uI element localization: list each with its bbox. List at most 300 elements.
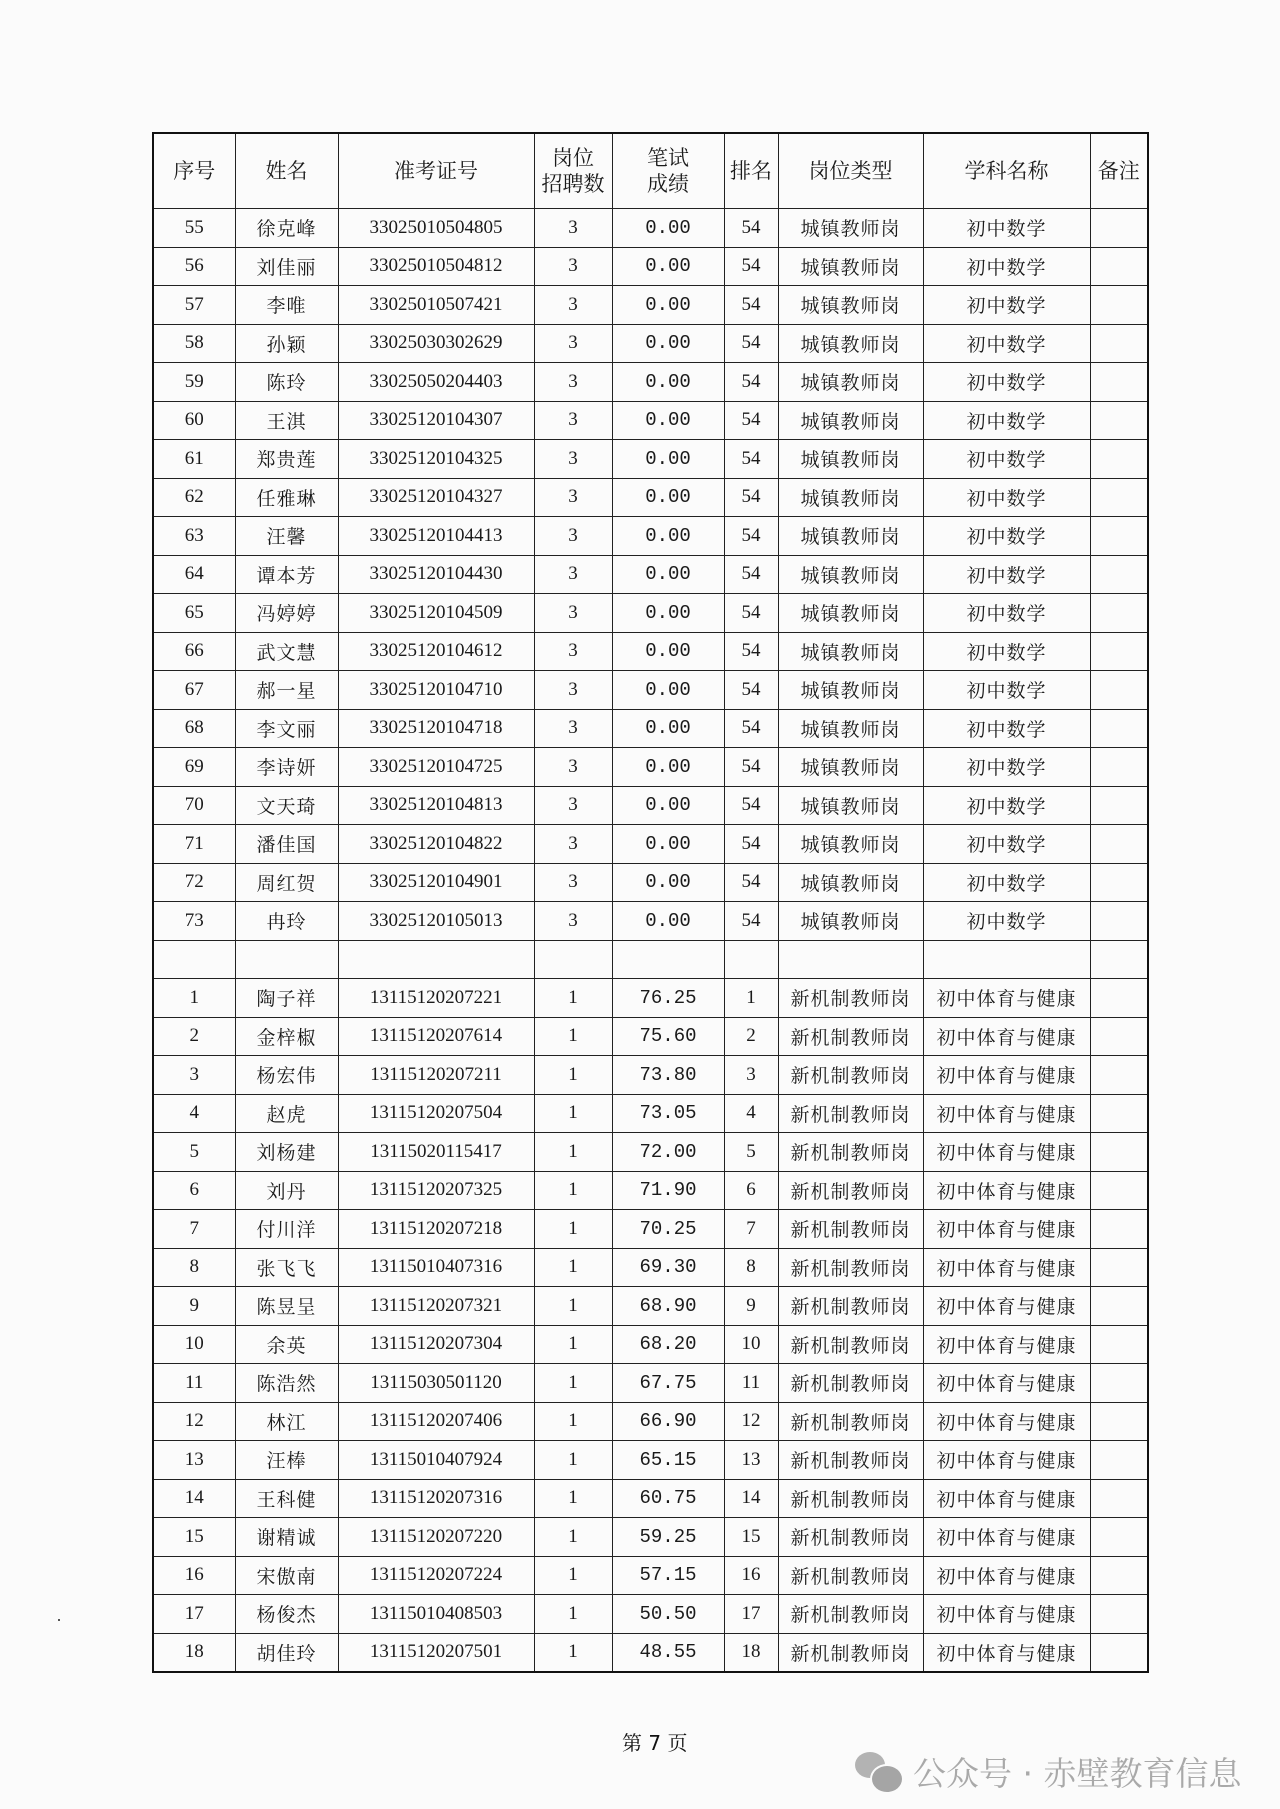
cell-remark	[1090, 1633, 1148, 1672]
cell-rank: 54	[724, 324, 778, 363]
table-row	[153, 671, 1148, 710]
cell-rank: 54	[724, 555, 778, 594]
cell-quota: 3	[534, 401, 612, 440]
cell-subject: 初中体育与健康	[923, 1441, 1090, 1480]
cell-subject: 初中体育与健康	[923, 1595, 1090, 1634]
page-number: 第 7 页	[622, 1731, 688, 1755]
cell-name: 宋傲南	[235, 1556, 338, 1595]
empty-cell	[534, 940, 612, 979]
cell-remark	[1090, 825, 1148, 864]
cell-score: 0.00	[612, 517, 724, 556]
cell-rank: 54	[724, 401, 778, 440]
cell-score: 72.00	[612, 1133, 724, 1172]
cell-subject: 初中数学	[923, 401, 1090, 440]
cell-quota: 3	[534, 363, 612, 402]
cell-rank: 13	[724, 1441, 778, 1480]
cell-exam-id: 13115120207614	[338, 1017, 534, 1056]
cell-exam-id: 33025010504805	[338, 209, 534, 248]
cell-exam-id: 13115120207211	[338, 1056, 534, 1095]
cell-subject: 初中体育与健康	[923, 1171, 1090, 1210]
cell-rank: 54	[724, 440, 778, 479]
cell-exam-id: 13115120207406	[338, 1402, 534, 1441]
results-table	[152, 132, 1149, 1673]
cell-rank: 12	[724, 1402, 778, 1441]
cell-subject: 初中体育与健康	[923, 1248, 1090, 1287]
cell-remark	[1090, 1171, 1148, 1210]
cell-exam-id: 33025120104307	[338, 401, 534, 440]
cell-subject: 初中体育与健康	[923, 1633, 1090, 1672]
cell-seq: 9	[153, 1287, 235, 1326]
cell-name: 任雅琳	[235, 478, 338, 517]
empty-cell	[778, 940, 923, 979]
cell-exam-id: 13115010407924	[338, 1441, 534, 1480]
cell-exam-id: 33025050204403	[338, 363, 534, 402]
table-row	[153, 1633, 1148, 1672]
cell-quota: 3	[534, 594, 612, 633]
cell-exam-id: 33025120104822	[338, 825, 534, 864]
table-row	[153, 247, 1148, 286]
cell-score: 0.00	[612, 401, 724, 440]
cell-score: 0.00	[612, 209, 724, 248]
cell-seq: 60	[153, 401, 235, 440]
cell-score: 71.90	[612, 1171, 724, 1210]
cell-rank: 16	[724, 1556, 778, 1595]
cell-post-type: 新机制教师岗	[778, 1633, 923, 1672]
cell-quota: 1	[534, 1479, 612, 1518]
cell-exam-id: 33025120105013	[338, 902, 534, 941]
cell-remark	[1090, 979, 1148, 1018]
cell-score: 68.20	[612, 1325, 724, 1364]
cell-rank: 54	[724, 247, 778, 286]
cell-name: 李唯	[235, 286, 338, 325]
cell-remark	[1090, 247, 1148, 286]
header-score-line1: 笔试	[647, 146, 689, 170]
cell-subject: 初中体育与健康	[923, 1479, 1090, 1518]
cell-exam-id: 13115030501120	[338, 1364, 534, 1403]
cell-seq: 6	[153, 1171, 235, 1210]
table-row	[153, 1556, 1148, 1595]
cell-quota: 1	[534, 1248, 612, 1287]
cell-rank: 54	[724, 632, 778, 671]
cell-seq: 5	[153, 1133, 235, 1172]
cell-name: 刘丹	[235, 1171, 338, 1210]
cell-name: 金梓椒	[235, 1017, 338, 1056]
cell-subject: 初中数学	[923, 709, 1090, 748]
cell-score: 0.00	[612, 902, 724, 941]
empty-cell	[724, 940, 778, 979]
cell-post-type: 新机制教师岗	[778, 1441, 923, 1480]
cell-rank: 10	[724, 1325, 778, 1364]
cell-seq: 73	[153, 902, 235, 941]
cell-remark	[1090, 401, 1148, 440]
cell-seq: 2	[153, 1017, 235, 1056]
cell-post-type: 城镇教师岗	[778, 825, 923, 864]
cell-remark	[1090, 555, 1148, 594]
table-row	[153, 1287, 1148, 1326]
cell-remark	[1090, 1364, 1148, 1403]
cell-seq: 16	[153, 1556, 235, 1595]
cell-rank: 11	[724, 1364, 778, 1403]
cell-remark	[1090, 748, 1148, 787]
cell-rank: 1	[724, 979, 778, 1018]
cell-seq: 63	[153, 517, 235, 556]
cell-quota: 3	[534, 671, 612, 710]
cell-rank: 8	[724, 1248, 778, 1287]
cell-post-type: 城镇教师岗	[778, 594, 923, 633]
cell-exam-id: 33025120104509	[338, 594, 534, 633]
cell-score: 59.25	[612, 1518, 724, 1557]
cell-post-type: 城镇教师岗	[778, 671, 923, 710]
table-row	[153, 632, 1148, 671]
cell-rank: 54	[724, 902, 778, 941]
cell-post-type: 新机制教师岗	[778, 1210, 923, 1249]
cell-score: 75.60	[612, 1017, 724, 1056]
cell-rank: 54	[724, 594, 778, 633]
cell-score: 0.00	[612, 748, 724, 787]
empty-cell	[1090, 940, 1148, 979]
cell-exam-id: 13115010408503	[338, 1595, 534, 1634]
cell-seq: 17	[153, 1595, 235, 1634]
cell-score: 0.00	[612, 709, 724, 748]
empty-cell	[338, 940, 534, 979]
cell-subject: 初中数学	[923, 825, 1090, 864]
cell-remark	[1090, 902, 1148, 941]
cell-rank: 54	[724, 825, 778, 864]
cell-subject: 初中数学	[923, 594, 1090, 633]
cell-quota: 3	[534, 209, 612, 248]
cell-rank: 5	[724, 1133, 778, 1172]
cell-quota: 3	[534, 632, 612, 671]
cell-seq: 67	[153, 671, 235, 710]
cell-name: 孙颖	[235, 324, 338, 363]
cell-post-type: 城镇教师岗	[778, 555, 923, 594]
cell-seq: 71	[153, 825, 235, 864]
cell-subject: 初中体育与健康	[923, 1325, 1090, 1364]
cell-seq: 10	[153, 1325, 235, 1364]
cell-exam-id: 13115120207221	[338, 979, 534, 1018]
cell-seq: 66	[153, 632, 235, 671]
cell-score: 57.15	[612, 1556, 724, 1595]
cell-subject: 初中体育与健康	[923, 1556, 1090, 1595]
cell-exam-id: 33025120104813	[338, 786, 534, 825]
cell-post-type: 城镇教师岗	[778, 478, 923, 517]
cell-quota: 3	[534, 863, 612, 902]
cell-seq: 11	[153, 1364, 235, 1403]
cell-quota: 3	[534, 555, 612, 594]
cell-seq: 69	[153, 748, 235, 787]
cell-post-type: 新机制教师岗	[778, 1595, 923, 1634]
cell-score: 69.30	[612, 1248, 724, 1287]
header-name: 姓名	[235, 133, 338, 209]
cell-remark	[1090, 863, 1148, 902]
cell-post-type: 新机制教师岗	[778, 1133, 923, 1172]
cell-score: 0.00	[612, 478, 724, 517]
cell-post-type: 城镇教师岗	[778, 401, 923, 440]
cell-subject: 初中数学	[923, 786, 1090, 825]
wechat-icon	[855, 1750, 903, 1794]
cell-quota: 3	[534, 324, 612, 363]
header-score	[612, 133, 724, 209]
cell-remark	[1090, 671, 1148, 710]
cell-score: 0.00	[612, 440, 724, 479]
cell-remark	[1090, 1094, 1148, 1133]
cell-rank: 54	[724, 286, 778, 325]
cell-post-type: 新机制教师岗	[778, 1287, 923, 1326]
cell-rank: 54	[724, 209, 778, 248]
cell-post-type: 新机制教师岗	[778, 1479, 923, 1518]
cell-score: 0.00	[612, 632, 724, 671]
cell-name: 陈玲	[235, 363, 338, 402]
table-row	[153, 748, 1148, 787]
table-row	[153, 863, 1148, 902]
cell-name: 陶子祥	[235, 979, 338, 1018]
cell-remark	[1090, 1479, 1148, 1518]
cell-score: 76.25	[612, 979, 724, 1018]
cell-exam-id: 33025120104325	[338, 440, 534, 479]
cell-name: 林江	[235, 1402, 338, 1441]
cell-post-type: 新机制教师岗	[778, 1556, 923, 1595]
cell-post-type: 新机制教师岗	[778, 1402, 923, 1441]
table-row	[153, 825, 1148, 864]
cell-post-type: 新机制教师岗	[778, 1094, 923, 1133]
cell-seq: 72	[153, 863, 235, 902]
cell-exam-id: 13115120207220	[338, 1518, 534, 1557]
cell-score: 48.55	[612, 1633, 724, 1672]
cell-exam-id: 13115120207321	[338, 1287, 534, 1326]
cell-remark	[1090, 1248, 1148, 1287]
cell-remark	[1090, 1325, 1148, 1364]
cell-remark	[1090, 594, 1148, 633]
cell-subject: 初中数学	[923, 671, 1090, 710]
cell-exam-id: 13115020115417	[338, 1133, 534, 1172]
cell-name: 李诗妍	[235, 748, 338, 787]
cell-rank: 54	[724, 363, 778, 402]
cell-post-type: 新机制教师岗	[778, 1518, 923, 1557]
cell-subject: 初中数学	[923, 517, 1090, 556]
cell-quota: 1	[534, 1325, 612, 1364]
cell-post-type: 城镇教师岗	[778, 786, 923, 825]
cell-post-type: 新机制教师岗	[778, 1364, 923, 1403]
cell-subject: 初中数学	[923, 286, 1090, 325]
cell-name: 陈昱呈	[235, 1287, 338, 1326]
cell-rank: 6	[724, 1171, 778, 1210]
cell-score: 73.80	[612, 1056, 724, 1095]
cell-name: 张飞飞	[235, 1248, 338, 1287]
cell-quota: 1	[534, 1556, 612, 1595]
cell-name: 杨宏伟	[235, 1056, 338, 1095]
cell-quota: 3	[534, 748, 612, 787]
cell-post-type: 新机制教师岗	[778, 1171, 923, 1210]
cell-seq: 55	[153, 209, 235, 248]
watermark	[855, 1748, 1241, 1795]
cell-post-type: 城镇教师岗	[778, 247, 923, 286]
cell-exam-id: 33025010504812	[338, 247, 534, 286]
cell-post-type: 新机制教师岗	[778, 1325, 923, 1364]
header-subject: 学科名称	[923, 133, 1090, 209]
cell-post-type: 城镇教师岗	[778, 632, 923, 671]
cell-score: 0.00	[612, 786, 724, 825]
cell-name: 谢精诚	[235, 1518, 338, 1557]
cell-seq: 62	[153, 478, 235, 517]
cell-quota: 1	[534, 1518, 612, 1557]
cell-remark	[1090, 1210, 1148, 1249]
cell-name: 汪棒	[235, 1441, 338, 1480]
table-row	[153, 1056, 1148, 1095]
cell-name: 付川洋	[235, 1210, 338, 1249]
cell-name: 胡佳玲	[235, 1633, 338, 1672]
cell-quota: 1	[534, 1441, 612, 1480]
table-row	[153, 478, 1148, 517]
table-row	[153, 1402, 1148, 1441]
cell-remark	[1090, 478, 1148, 517]
cell-quota: 1	[534, 1287, 612, 1326]
cell-seq: 12	[153, 1402, 235, 1441]
cell-rank: 3	[724, 1056, 778, 1095]
header-quota-line2: 招聘数	[541, 172, 605, 196]
cell-rank: 54	[724, 748, 778, 787]
empty-cell	[923, 940, 1090, 979]
cell-exam-id: 33025120104430	[338, 555, 534, 594]
table-row	[153, 1479, 1148, 1518]
cell-score: 0.00	[612, 671, 724, 710]
table-row	[153, 594, 1148, 633]
cell-seq: 59	[153, 363, 235, 402]
cell-exam-id: 33025010507421	[338, 286, 534, 325]
cell-post-type: 新机制教师岗	[778, 1017, 923, 1056]
cell-post-type: 城镇教师岗	[778, 902, 923, 941]
cell-quota: 3	[534, 286, 612, 325]
watermark-text: 公众号 · 赤壁教育信息	[913, 1754, 1242, 1793]
cell-post-type: 新机制教师岗	[778, 1056, 923, 1095]
cell-seq: 3	[153, 1056, 235, 1095]
cell-seq: 61	[153, 440, 235, 479]
cell-name: 文天琦	[235, 786, 338, 825]
cell-exam-id: 33025120104612	[338, 632, 534, 671]
cell-post-type: 城镇教师岗	[778, 748, 923, 787]
cell-remark	[1090, 1017, 1148, 1056]
cell-name: 陈浩然	[235, 1364, 338, 1403]
cell-exam-id: 13115120207325	[338, 1171, 534, 1210]
cell-remark	[1090, 517, 1148, 556]
cell-score: 65.15	[612, 1441, 724, 1480]
cell-subject: 初中体育与健康	[923, 1287, 1090, 1326]
cell-score: 0.00	[612, 594, 724, 633]
cell-seq: 13	[153, 1441, 235, 1480]
cell-name: 刘佳丽	[235, 247, 338, 286]
cell-rank: 18	[724, 1633, 778, 1672]
cell-score: 73.05	[612, 1094, 724, 1133]
header-quota-line1: 岗位	[552, 146, 594, 170]
cell-rank: 2	[724, 1017, 778, 1056]
cell-quota: 1	[534, 1633, 612, 1672]
cell-name: 郑贵莲	[235, 440, 338, 479]
cell-post-type: 城镇教师岗	[778, 324, 923, 363]
cell-remark	[1090, 1556, 1148, 1595]
cell-post-type: 新机制教师岗	[778, 1248, 923, 1287]
cell-name: 王科健	[235, 1479, 338, 1518]
cell-quota: 1	[534, 1595, 612, 1634]
cell-rank: 54	[724, 517, 778, 556]
cell-seq: 65	[153, 594, 235, 633]
cell-rank: 15	[724, 1518, 778, 1557]
cell-subject: 初中数学	[923, 902, 1090, 941]
cell-remark	[1090, 786, 1148, 825]
cell-seq: 64	[153, 555, 235, 594]
cell-remark	[1090, 1133, 1148, 1172]
cell-score: 66.90	[612, 1402, 724, 1441]
cell-exam-id: 13115120207224	[338, 1556, 534, 1595]
cell-seq: 56	[153, 247, 235, 286]
cell-exam-id: 13115120207501	[338, 1633, 534, 1672]
cell-remark	[1090, 286, 1148, 325]
cell-remark	[1090, 1287, 1148, 1326]
cell-subject: 初中体育与健康	[923, 1056, 1090, 1095]
cell-subject: 初中体育与健康	[923, 1094, 1090, 1133]
cell-remark	[1090, 209, 1148, 248]
cell-post-type: 城镇教师岗	[778, 363, 923, 402]
cell-subject: 初中数学	[923, 863, 1090, 902]
cell-remark	[1090, 1402, 1148, 1441]
cell-post-type: 城镇教师岗	[778, 209, 923, 248]
header-remark: 备注	[1090, 133, 1148, 209]
cell-subject: 初中数学	[923, 555, 1090, 594]
cell-name: 李文丽	[235, 709, 338, 748]
cell-seq: 70	[153, 786, 235, 825]
cell-quota: 3	[534, 709, 612, 748]
cell-subject: 初中数学	[923, 363, 1090, 402]
cell-exam-id: 33025120104413	[338, 517, 534, 556]
cell-remark	[1090, 709, 1148, 748]
table-row	[153, 1210, 1148, 1249]
cell-quota: 1	[534, 1017, 612, 1056]
table-row	[153, 401, 1148, 440]
cell-post-type: 城镇教师岗	[778, 286, 923, 325]
cell-post-type: 新机制教师岗	[778, 979, 923, 1018]
table-row	[153, 1441, 1148, 1480]
cell-subject: 初中体育与健康	[923, 1364, 1090, 1403]
cell-quota: 3	[534, 478, 612, 517]
cell-quota: 1	[534, 1094, 612, 1133]
cell-remark	[1090, 1518, 1148, 1557]
cell-rank: 17	[724, 1595, 778, 1634]
cell-rank: 54	[724, 478, 778, 517]
cell-subject: 初中数学	[923, 324, 1090, 363]
cell-seq: 1	[153, 979, 235, 1018]
table-row	[153, 1171, 1148, 1210]
scan-speck	[58, 1619, 60, 1621]
header-score-line2: 成绩	[647, 172, 689, 196]
cell-subject: 初中数学	[923, 440, 1090, 479]
cell-name: 刘杨建	[235, 1133, 338, 1172]
table-row	[153, 979, 1148, 1018]
cell-name: 郝一星	[235, 671, 338, 710]
cell-post-type: 城镇教师岗	[778, 709, 923, 748]
cell-quota: 1	[534, 1133, 612, 1172]
cell-exam-id: 33025120104725	[338, 748, 534, 787]
table-row	[153, 786, 1148, 825]
table-row	[153, 286, 1148, 325]
cell-quota: 1	[534, 979, 612, 1018]
cell-quota: 3	[534, 440, 612, 479]
table-row	[153, 1094, 1148, 1133]
empty-cell	[153, 940, 235, 979]
cell-quota: 1	[534, 1402, 612, 1441]
cell-name: 余英	[235, 1325, 338, 1364]
cell-rank: 9	[724, 1287, 778, 1326]
table-row	[153, 555, 1148, 594]
header-exam-id: 准考证号	[338, 133, 534, 209]
cell-exam-id: 13115120207304	[338, 1325, 534, 1364]
